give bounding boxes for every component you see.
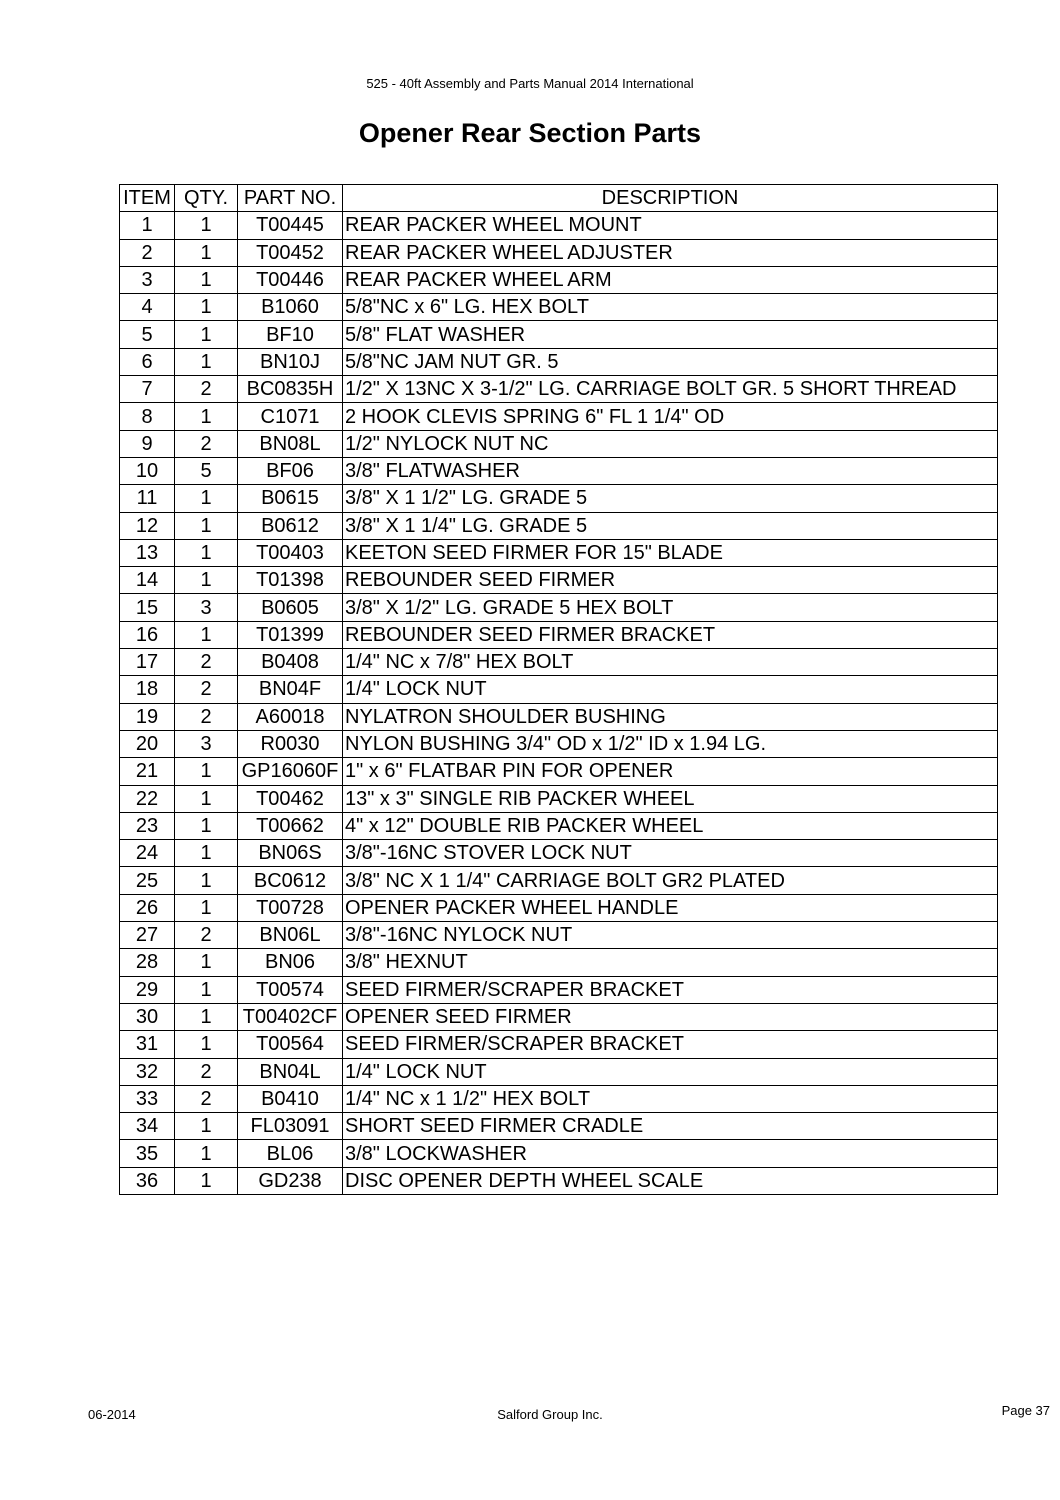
cell-qty: 1 — [175, 1140, 238, 1167]
cell-qty: 1 — [175, 567, 238, 594]
cell-description: NYLON BUSHING 3/4" OD x 1/2" ID x 1.94 LG. — [343, 730, 998, 757]
cell-part-no: T00446 — [238, 266, 343, 293]
cell-description: 5/8"NC x 6" LG. HEX BOLT — [343, 294, 998, 321]
cell-qty: 1 — [175, 539, 238, 566]
table-row — [120, 485, 998, 512]
table-row — [120, 376, 998, 403]
cell-item: 8 — [120, 403, 175, 430]
cell-part-no: B0410 — [238, 1085, 343, 1112]
table-row — [120, 294, 998, 321]
cell-qty: 2 — [175, 703, 238, 730]
cell-qty: 2 — [175, 1058, 238, 1085]
table-row — [120, 922, 998, 949]
cell-part-no: GD238 — [238, 1167, 343, 1194]
cell-qty: 5 — [175, 457, 238, 484]
cell-item: 15 — [120, 594, 175, 621]
cell-item: 20 — [120, 730, 175, 757]
cell-item: 19 — [120, 703, 175, 730]
cell-item: 17 — [120, 649, 175, 676]
table-row — [120, 1140, 998, 1167]
table-row — [120, 676, 998, 703]
cell-item: 31 — [120, 1031, 175, 1058]
footer-company: Salford Group Inc. — [497, 1407, 603, 1422]
page-title: Opener Rear Section Parts — [358, 118, 702, 148]
cell-item: 28 — [120, 949, 175, 976]
cell-part-no: T00403 — [238, 539, 343, 566]
table-row — [120, 730, 998, 757]
cell-description: 3/8" HEXNUT — [343, 949, 998, 976]
cell-qty: 1 — [175, 512, 238, 539]
cell-description: REBOUNDER SEED FIRMER — [343, 567, 998, 594]
cell-qty: 2 — [175, 430, 238, 457]
cell-qty: 2 — [175, 676, 238, 703]
table-row — [120, 703, 998, 730]
cell-part-no: BC0612 — [238, 867, 343, 894]
cell-description: 3/8" LOCKWASHER — [343, 1140, 998, 1167]
cell-item: 33 — [120, 1085, 175, 1112]
table-row — [120, 949, 998, 976]
cell-part-no: BN04F — [238, 676, 343, 703]
cell-part-no: T00564 — [238, 1031, 343, 1058]
cell-qty: 3 — [175, 594, 238, 621]
table-header-row — [120, 185, 998, 212]
table-row — [120, 321, 998, 348]
cell-qty: 1 — [175, 321, 238, 348]
table-row — [120, 894, 998, 921]
cell-qty: 1 — [175, 294, 238, 321]
table-row — [120, 867, 998, 894]
cell-item: 13 — [120, 539, 175, 566]
cell-description: SEED FIRMER/SCRAPER BRACKET — [343, 1031, 998, 1058]
cell-item: 23 — [120, 812, 175, 839]
cell-part-no: BL06 — [238, 1140, 343, 1167]
cell-qty: 1 — [175, 212, 238, 239]
cell-part-no: BN04L — [238, 1058, 343, 1085]
cell-part-no: T00728 — [238, 894, 343, 921]
cell-description: SEED FIRMER/SCRAPER BRACKET — [343, 976, 998, 1003]
table-row — [120, 239, 998, 266]
cell-part-no: C1071 — [238, 403, 343, 430]
table-row — [120, 1031, 998, 1058]
cell-part-no: T00445 — [238, 212, 343, 239]
table-row — [120, 758, 998, 785]
cell-qty: 1 — [175, 1167, 238, 1194]
column-header-part-no: PART NO. — [238, 185, 343, 212]
cell-description: 3/8"-16NC NYLOCK NUT — [343, 922, 998, 949]
cell-part-no: BN06L — [238, 922, 343, 949]
cell-part-no: BC0835H — [238, 376, 343, 403]
cell-item: 12 — [120, 512, 175, 539]
cell-item: 1 — [120, 212, 175, 239]
cell-item: 16 — [120, 621, 175, 648]
cell-part-no: B0612 — [238, 512, 343, 539]
cell-part-no: T00462 — [238, 785, 343, 812]
cell-item: 27 — [120, 922, 175, 949]
cell-part-no: BN10J — [238, 348, 343, 375]
footer-page-number: Page 37 — [1001, 1403, 1050, 1418]
table-row — [120, 348, 998, 375]
cell-item: 7 — [120, 376, 175, 403]
cell-part-no: B1060 — [238, 294, 343, 321]
cell-description: 1/4" LOCK NUT — [343, 1058, 998, 1085]
cell-qty: 1 — [175, 403, 238, 430]
cell-description: 2 HOOK CLEVIS SPRING 6" FL 1 1/4" OD — [343, 403, 998, 430]
cell-description: 1" x 6" FLATBAR PIN FOR OPENER — [343, 758, 998, 785]
cell-qty: 1 — [175, 785, 238, 812]
cell-qty: 2 — [175, 1085, 238, 1112]
cell-item: 2 — [120, 239, 175, 266]
cell-qty: 1 — [175, 894, 238, 921]
table-row — [120, 512, 998, 539]
cell-description: 3/8"-16NC STOVER LOCK NUT — [343, 840, 998, 867]
table-row — [120, 976, 998, 1003]
table-row — [120, 1058, 998, 1085]
table-row — [120, 594, 998, 621]
table-row — [120, 403, 998, 430]
cell-description: 1/2" X 13NC X 3-1/2" LG. CARRIAGE BOLT GR. 5 SHORT THREAD — [343, 376, 998, 403]
cell-item: 26 — [120, 894, 175, 921]
cell-part-no: GP16060F — [238, 758, 343, 785]
cell-description: 1/4" LOCK NUT — [343, 676, 998, 703]
column-header-qty: QTY. — [175, 185, 238, 212]
table-row — [120, 812, 998, 839]
document-header: 525 - 40ft Assembly and Parts Manual 2014 International — [366, 76, 694, 91]
cell-qty: 1 — [175, 758, 238, 785]
cell-description: 1/4" NC x 7/8" HEX BOLT — [343, 649, 998, 676]
cell-qty: 3 — [175, 730, 238, 757]
cell-description: OPENER SEED FIRMER — [343, 1003, 998, 1030]
table-row — [120, 457, 998, 484]
cell-qty: 1 — [175, 812, 238, 839]
cell-part-no: T01398 — [238, 567, 343, 594]
cell-item: 36 — [120, 1167, 175, 1194]
cell-description: 3/8" X 1 1/2" LG. GRADE 5 — [343, 485, 998, 512]
table-row — [120, 1113, 998, 1140]
table-row — [120, 567, 998, 594]
cell-description: REAR PACKER WHEEL ARM — [343, 266, 998, 293]
cell-qty: 1 — [175, 485, 238, 512]
cell-part-no: FL03091 — [238, 1113, 343, 1140]
cell-part-no: T00452 — [238, 239, 343, 266]
column-header-item: ITEM — [120, 185, 175, 212]
cell-part-no: BF10 — [238, 321, 343, 348]
cell-item: 32 — [120, 1058, 175, 1085]
cell-qty: 2 — [175, 376, 238, 403]
cell-qty: 1 — [175, 949, 238, 976]
cell-item: 10 — [120, 457, 175, 484]
cell-qty: 2 — [175, 649, 238, 676]
table-row — [120, 649, 998, 676]
cell-item: 11 — [120, 485, 175, 512]
cell-item: 18 — [120, 676, 175, 703]
cell-description: 3/8" FLATWASHER — [343, 457, 998, 484]
cell-qty: 1 — [175, 976, 238, 1003]
cell-item: 35 — [120, 1140, 175, 1167]
cell-item: 3 — [120, 266, 175, 293]
parts-table — [119, 184, 998, 1195]
cell-qty: 1 — [175, 1003, 238, 1030]
cell-item: 30 — [120, 1003, 175, 1030]
cell-item: 14 — [120, 567, 175, 594]
cell-description: 1/2" NYLOCK NUT NC — [343, 430, 998, 457]
cell-qty: 1 — [175, 867, 238, 894]
parts-table-body — [120, 212, 998, 1195]
cell-description: KEETON SEED FIRMER FOR 15" BLADE — [343, 539, 998, 566]
cell-description: SHORT SEED FIRMER CRADLE — [343, 1113, 998, 1140]
cell-description: REAR PACKER WHEEL MOUNT — [343, 212, 998, 239]
cell-item: 5 — [120, 321, 175, 348]
cell-part-no: R0030 — [238, 730, 343, 757]
cell-item: 9 — [120, 430, 175, 457]
cell-item: 22 — [120, 785, 175, 812]
table-row — [120, 785, 998, 812]
table-row — [120, 430, 998, 457]
cell-qty: 1 — [175, 239, 238, 266]
cell-item: 4 — [120, 294, 175, 321]
cell-item: 29 — [120, 976, 175, 1003]
cell-description: 5/8"NC JAM NUT GR. 5 — [343, 348, 998, 375]
column-header-description: DESCRIPTION — [343, 185, 998, 212]
cell-description: OPENER PACKER WHEEL HANDLE — [343, 894, 998, 921]
cell-part-no: T01399 — [238, 621, 343, 648]
table-row — [120, 266, 998, 293]
table-row — [120, 1085, 998, 1112]
cell-description: 1/4" NC x 1 1/2" HEX BOLT — [343, 1085, 998, 1112]
cell-item: 34 — [120, 1113, 175, 1140]
table-row — [120, 539, 998, 566]
cell-part-no: B0605 — [238, 594, 343, 621]
table-row — [120, 1003, 998, 1030]
cell-item: 21 — [120, 758, 175, 785]
cell-part-no: BN08L — [238, 430, 343, 457]
cell-part-no: T00574 — [238, 976, 343, 1003]
table-row — [120, 621, 998, 648]
cell-description: 3/8" X 1 1/4" LG. GRADE 5 — [343, 512, 998, 539]
cell-description: 5/8" FLAT WASHER — [343, 321, 998, 348]
cell-item: 6 — [120, 348, 175, 375]
cell-part-no: BN06 — [238, 949, 343, 976]
footer-date: 06-2014 — [88, 1407, 136, 1422]
cell-part-no: A60018 — [238, 703, 343, 730]
cell-qty: 2 — [175, 922, 238, 949]
cell-qty: 1 — [175, 266, 238, 293]
cell-qty: 1 — [175, 1113, 238, 1140]
cell-qty: 1 — [175, 348, 238, 375]
cell-description: 4" x 12" DOUBLE RIB PACKER WHEEL — [343, 812, 998, 839]
cell-description: 3/8" NC X 1 1/4" CARRIAGE BOLT GR2 PLATED — [343, 867, 998, 894]
cell-description: REBOUNDER SEED FIRMER BRACKET — [343, 621, 998, 648]
cell-description: REAR PACKER WHEEL ADJUSTER — [343, 239, 998, 266]
cell-part-no: B0408 — [238, 649, 343, 676]
cell-item: 24 — [120, 840, 175, 867]
table-row — [120, 840, 998, 867]
cell-part-no: BF06 — [238, 457, 343, 484]
table-row — [120, 1167, 998, 1194]
cell-description: 13" x 3" SINGLE RIB PACKER WHEEL — [343, 785, 998, 812]
cell-description: NYLATRON SHOULDER BUSHING — [343, 703, 998, 730]
cell-part-no: T00662 — [238, 812, 343, 839]
cell-qty: 1 — [175, 621, 238, 648]
cell-part-no: BN06S — [238, 840, 343, 867]
cell-qty: 1 — [175, 1031, 238, 1058]
cell-description: 3/8" X 1/2" LG. GRADE 5 HEX BOLT — [343, 594, 998, 621]
cell-description: DISC OPENER DEPTH WHEEL SCALE — [343, 1167, 998, 1194]
cell-item: 25 — [120, 867, 175, 894]
cell-part-no: B0615 — [238, 485, 343, 512]
table-row — [120, 212, 998, 239]
cell-qty: 1 — [175, 840, 238, 867]
cell-part-no: T00402CF — [238, 1003, 343, 1030]
